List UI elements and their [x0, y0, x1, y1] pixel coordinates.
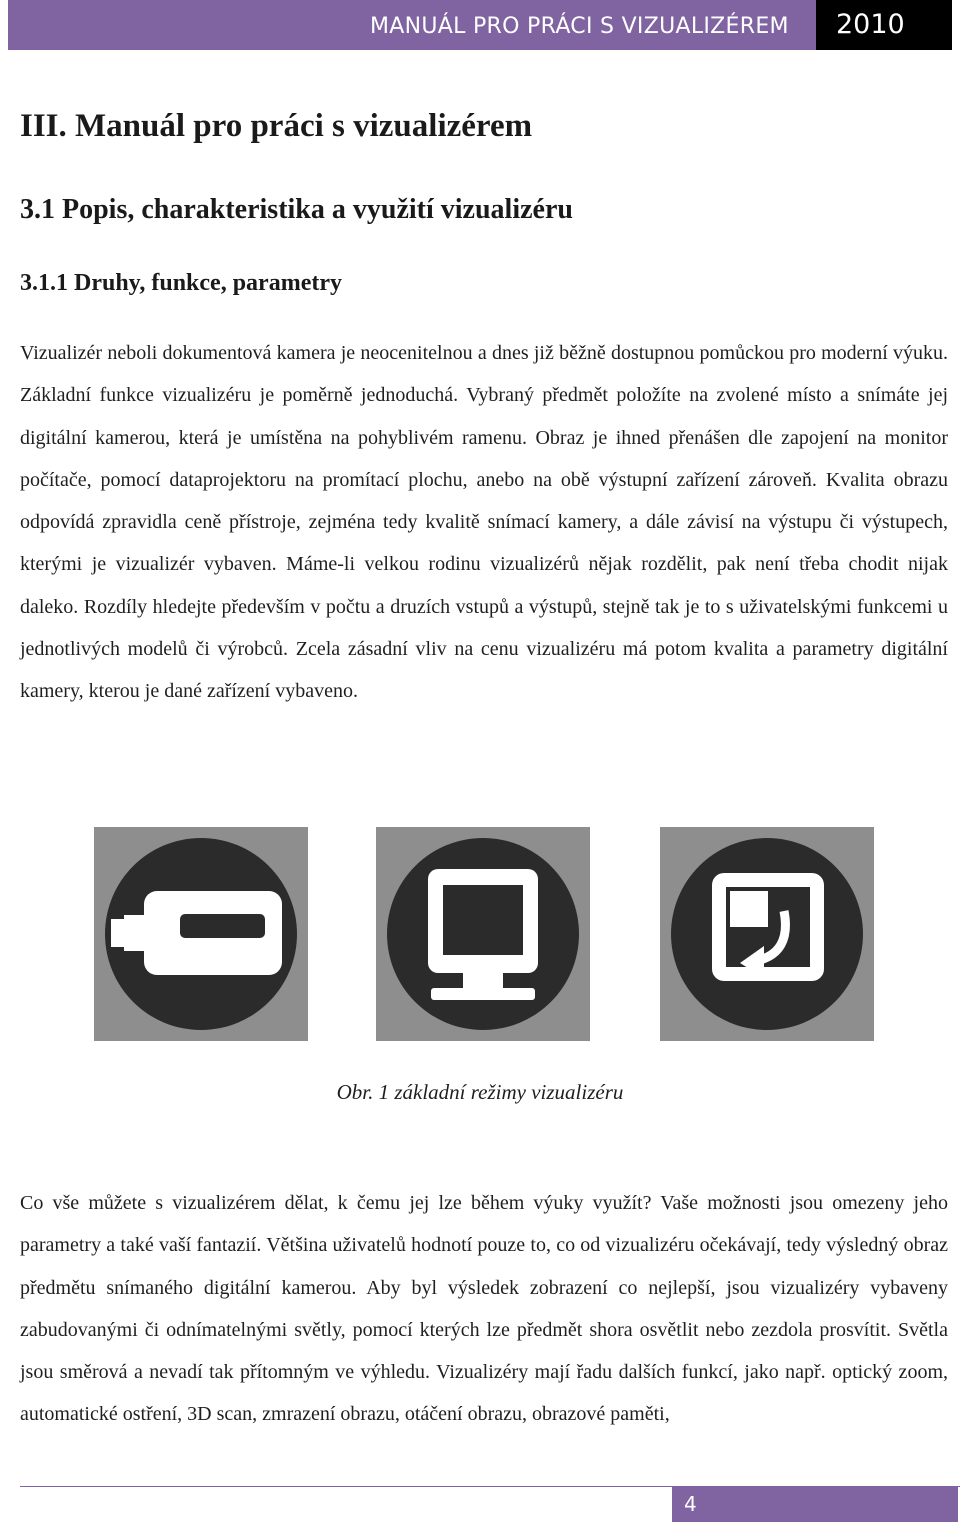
usage-paragraph: Co vše můžete s vizualizérem dělat, k čemu jej lze během výuky využít? Vaše možnosti jsou omezeny jeho parametry a také vaší fantazií. Většina uživatelů hodnotí pouze to, co od vizualizéru očekávají, tedy výsledný obraz předmětu snímaného digitální kamerou. Aby byl výsledek zobrazení co nejlepší, jsou vizualizéry vybaveny zabudovanými či odnímatelnými světly, pomocí kterých lze předmět shora osvětlit nebo zezdola prosvítit. Světla jsou směrová a nevadí tak přítomným ve výhledu. Vizualizéry mají řadu dalších funkcí, jako např. optický zoom, automatické ostření, 3D scan, zmrazení obrazu, otáčení obrazu, obrazové paměti,: [20, 1192, 948, 1426]
swap-mode-icon: [660, 827, 874, 1041]
section-heading: 3.1 Popis, charakteristika a využití vizualizéru: [20, 194, 573, 225]
chapter-heading: III. Manuál pro práci s vizualizérem: [20, 108, 533, 144]
figure-caption: Obr. 1 základní režimy vizualizéru: [336, 1080, 624, 1104]
monitor-mode-icon: [376, 827, 590, 1041]
intro-paragraph: Vizualizér neboli dokumentová kamera je neocenitelnou a dnes již běžně dostupnou pomůckou pro moderní výuku. Základní funkce vizualizéru je poměrně jednoduchá. Vybraný předmět položíte na zvolené místo a snímáte jej digitální kamerou, která je umístěna na pohyblivém ramenu. Obraz je ihned přenášen dle zapojení na monitor počítače, pomocí dataprojektoru na promítací plochu, anebo na obě výstupní zařízení zároveň. Kvalita obrazu odpovídá zpravidla ceně přístroje, zejména tedy kvalitě snímací kamery, a dále závisí na výstupu či výstupech, kterými je vizualizér vybaven. Máme-li velkou rodinu vizualizérů nějak rozdělit, pak není třeba chodit nijak daleko. Rozdíly hledejte především v počtu a druzích vstupů a výstupů, stejně tak je to s uživatelskými funkcemi u jednotlivých modelů či výrobců. Zcela zásadní vliv na cenu vizualizéru má potom kvalita a parametry digitální kamery, kterou je dané zařízení vybaveno.: [20, 342, 948, 703]
header-year: 2010: [816, 0, 952, 50]
header-title: MANUÁL PRO PRÁCI S VIZUALIZÉREM: [370, 14, 789, 39]
page-number: 4: [672, 1486, 958, 1522]
subsection-heading: 3.1.1 Druhy, funkce, parametry: [20, 270, 342, 296]
camera-mode-icon: [94, 827, 308, 1041]
